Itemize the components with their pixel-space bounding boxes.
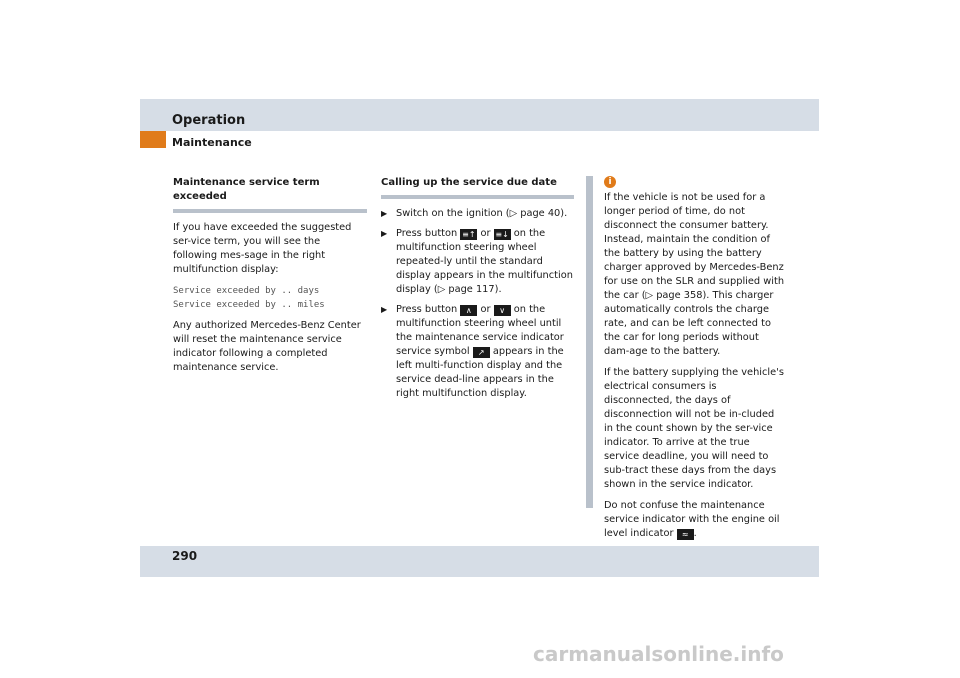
oil-level-icon: ≈	[677, 529, 694, 540]
paragraph: If you have exceeded the suggested ser-vice term, you will see the following mes-sage in the right multifunction display:	[173, 222, 352, 275]
page-header	[140, 99, 819, 131]
watermark: carmanualsonline.info	[533, 642, 784, 666]
display-up-button-icon: ≡↑	[462, 230, 476, 239]
section-marker	[140, 131, 166, 148]
arrow-icon: ▶	[381, 209, 388, 218]
info-icon: i	[604, 176, 616, 188]
display-down-button-icon: ≡↓	[495, 230, 509, 239]
paragraph: If the battery supplying the vehicle's electrical consumers is disconnected, the days of disconnection will not be in-cluded in the count shown by the ser-vice indicator. To arrive at the true service deadline, you will need to sub-tract these days from the days shown in the service indicator.	[604, 367, 784, 490]
page-footer	[140, 546, 819, 577]
arrow-icon: ▶	[381, 305, 388, 314]
paragraph: Do not confuse the maintenance service indicator with the engine oil level indicator ≈ .	[604, 500, 780, 539]
page-subheader	[140, 131, 819, 153]
paragraph: If the vehicle is not be used for a longer period of time, do not disconnect the consumer battery. Instead, maintain the condition of the battery by using the battery charger approved by Mercedes-Benz for use on the SLR and supplied with the car (▷ page 358). This charger automatically controls the charge rate, and can be left connected to the car for long periods without dam-age to the battery.	[604, 192, 785, 357]
next-button-icon: ∨	[494, 305, 511, 316]
arrow-icon: ▶	[381, 229, 388, 238]
step-2: ▶ Press button ≡↑ or ≡↓ on the multifunction steering wheel repeated-ly until the standard display appears in the multifunction display (▷ page 117).	[381, 228, 573, 295]
step-1: ▶ Switch on the ignition (▷ page 40).	[381, 208, 568, 219]
display-message-miles: Service exceeded by .. miles	[173, 300, 325, 310]
heading-service-exceeded: Maintenance service term exceeded	[173, 176, 367, 213]
paragraph: Any authorized Mercedes-Benz Center will reset the maintenance service indicator following a completed maintenance service.	[173, 320, 361, 373]
display-message-days: Service exceeded by .. days	[173, 286, 320, 296]
wrench-icon: ↗	[473, 347, 490, 358]
column-middle	[381, 176, 574, 407]
previous-button-icon: ∧	[460, 305, 477, 316]
section-subtitle: Maintenance	[172, 136, 252, 149]
step-3: ▶ Press button ∧ or ∨ on the multifunction steering wheel until the maintenance service indicator service symbol ↗ appears in the left multi-function display and the service dead-line appears in the right multifunction display.	[381, 304, 564, 399]
section-title: Operation	[172, 113, 246, 128]
page-number: 290	[172, 549, 198, 563]
heading-service-due-date: Calling up the service due date	[381, 176, 574, 199]
column-right-note	[604, 176, 786, 548]
column-left	[173, 176, 367, 382]
note-sidebar-bar	[586, 176, 593, 508]
